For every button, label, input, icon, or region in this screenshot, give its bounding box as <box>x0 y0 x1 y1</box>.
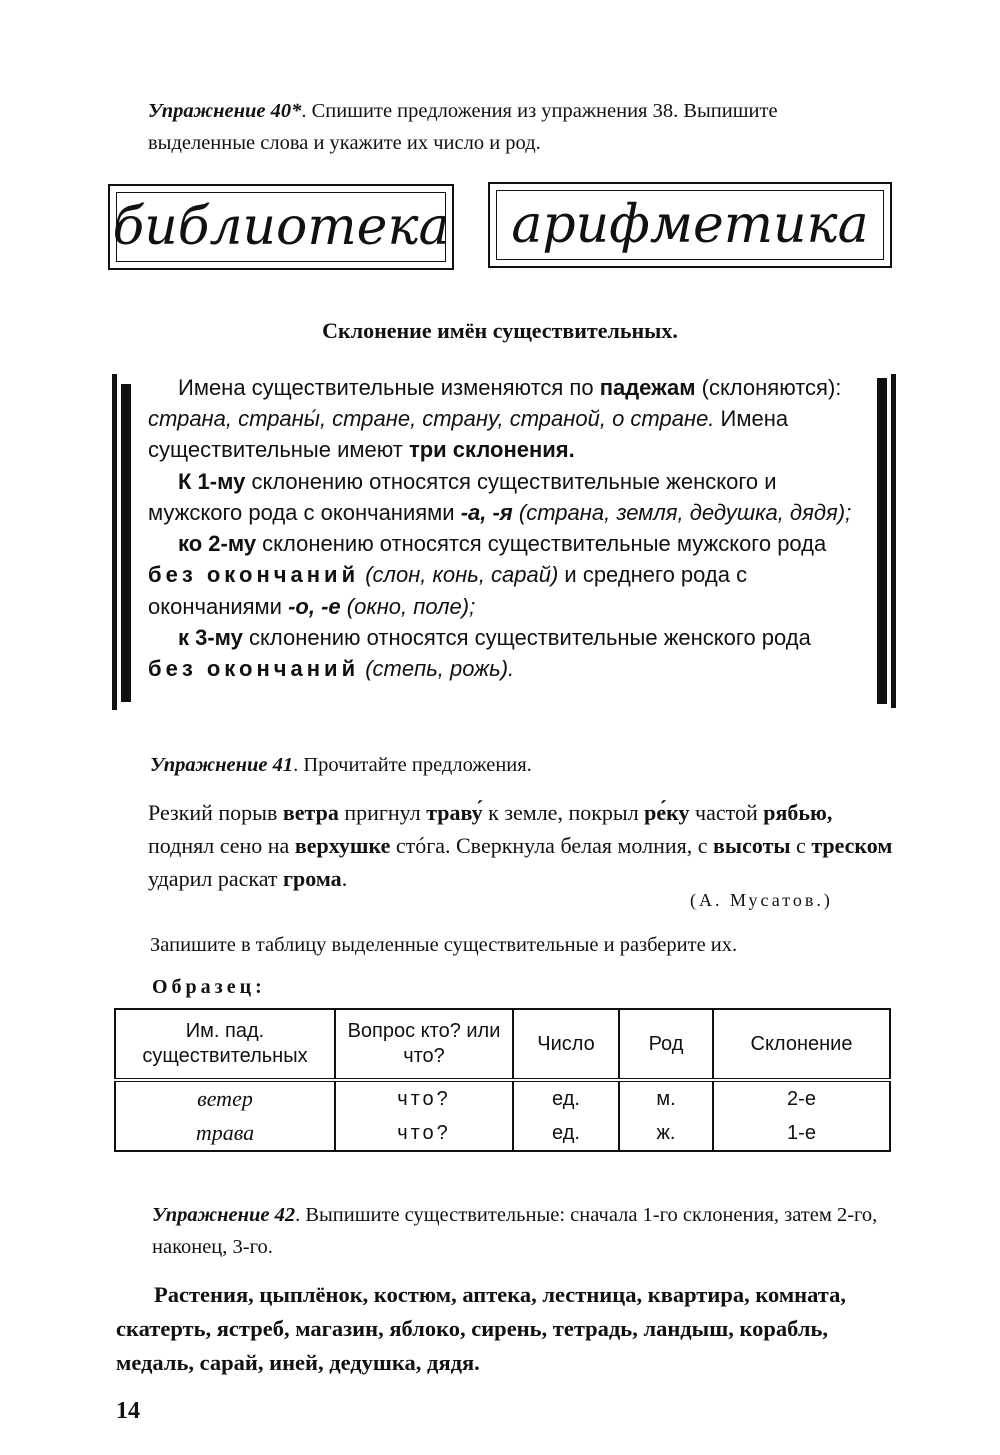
table-cell: 2-е <box>713 1080 890 1116</box>
exercise-42-words: Растения, цыплёнок, костюм, аптека, лестница, квартира, комната, скатерть, ястреб, магазин, яблоко, сирень, тетрадь, ландыш, корабль, медаль, сарай, иней, дедушка, дядя. <box>116 1282 846 1375</box>
exercise-40-text: . Спишите предложения из упражнения 38. Выпишите выделенные слова и укажите их число и род. <box>148 100 778 154</box>
exercise-40-label: Упражнение 40* <box>148 100 302 122</box>
table-row <box>115 1080 890 1116</box>
table-header-row <box>115 1009 890 1080</box>
table-cell: ветер <box>115 1080 335 1116</box>
exercise-42-text: . Выпишите существительные: сначала 1-го склонения, затем 2-го, наконец, 3-го. <box>152 1204 878 1258</box>
exercise-42-label: Упражнение 42 <box>152 1204 296 1226</box>
table-cell: ж. <box>619 1116 713 1151</box>
passage-author: (А. Мусатов.) <box>690 890 833 910</box>
exercise-40 <box>148 96 888 160</box>
table-cell: ед. <box>513 1080 619 1116</box>
exercise-41-task: Запишите в таблицу выделенные существительные и разберите их. <box>150 934 738 956</box>
sample-label: Образец: <box>152 976 266 998</box>
exercise-41-text: . Прочитайте предложения. <box>293 754 532 776</box>
table-cell: 1-е <box>713 1116 890 1151</box>
section-title: Склонение имён существительных. <box>322 318 678 343</box>
exercise-41 <box>150 750 890 782</box>
table-header-cell: Род <box>619 1009 713 1080</box>
table-cell: что? <box>335 1080 513 1116</box>
rule-paragraph-1: Имена существительные изменяются по падежам (склоняются): страна, страны́, стране, страну, страной, о стране. Имена существительные имеют три склонения. <box>148 375 842 463</box>
rule-paragraph-2: К 1-му склонению относятся существительные женского и мужского рода с окончаниями -а, -я (страна, земля, дедушка, дядя); <box>148 468 852 525</box>
table-cell: трава <box>115 1116 335 1151</box>
table-cell: ед. <box>513 1116 619 1151</box>
table-header-cell: Вопрос кто? или что? <box>335 1009 513 1080</box>
rule-text <box>148 372 860 684</box>
table-header-cell: Им. пад. существительных <box>115 1009 335 1080</box>
rule-box <box>112 372 896 712</box>
word-arifmetika: арифметика <box>511 195 869 255</box>
exercise-42 <box>152 1200 892 1264</box>
word-box-2 <box>488 182 892 268</box>
sample-table <box>114 1008 891 1152</box>
exercise-41-passage: Резкий порыв ветра пригнул траву́ к земле, покрыл ре́ку частой рябью, поднял сено на верхушке стóга. Сверкнула белая молния, с высоты с треском ударил раскат грома. <box>148 800 893 891</box>
word-biblioteka: библиотека <box>112 197 450 257</box>
word-box-1 <box>108 184 454 270</box>
table-row <box>115 1116 890 1151</box>
rule-paragraph-3: ко 2-му склонению относятся существительные мужского рода без окончаний (слон, конь, сарай) и среднего рода с окончаниями -о, -е (окно, поле); <box>148 531 827 619</box>
table-header-cell: Склонение <box>713 1009 890 1080</box>
table-header-cell: Число <box>513 1009 619 1080</box>
page-number: 14 <box>116 1398 140 1424</box>
table-cell: что? <box>335 1116 513 1151</box>
exercise-41-label: Упражнение 41 <box>150 754 294 776</box>
table-cell: м. <box>619 1080 713 1116</box>
rule-paragraph-4: к 3-му склонению относятся существительные женского рода без окончаний (степь, рожь). <box>148 624 811 682</box>
